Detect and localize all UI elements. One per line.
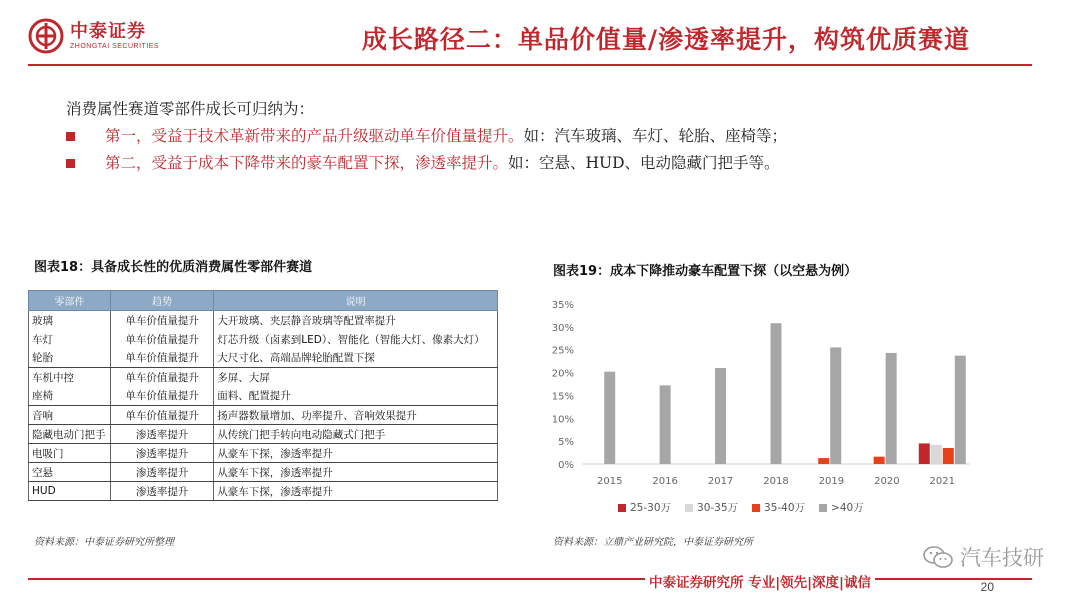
table-row [29, 482, 498, 501]
logo-cn-text: 中泰证券 [70, 20, 146, 42]
bar->40万-2020 [886, 353, 897, 464]
legend-swatch [618, 504, 626, 512]
y-tick-label: 25% [551, 345, 574, 357]
cell-note: 从豪车下探，渗透率提升 [214, 482, 498, 501]
cell-trend: 单车价值量提升 [110, 406, 213, 425]
table-row [29, 425, 498, 444]
table-source: 资料来源：中泰证券研究所整理 [34, 537, 174, 548]
cell-part: 隐藏电动门把手 [29, 425, 111, 444]
x-tick-label: 2016 [652, 476, 678, 487]
cell-trend: 单车价值量提升 [110, 311, 213, 330]
cell-part: 车机中控 [29, 368, 111, 387]
cell-note: 从传统门把手转向电动隐藏式门把手 [214, 425, 498, 444]
bar->40万-2018 [771, 323, 782, 464]
cell-note: 从豪车下探，渗透率提升 [214, 444, 498, 463]
cell-part: HUD [29, 482, 111, 501]
parts-table [28, 290, 498, 501]
cell-note: 多屏、大屏 [214, 368, 498, 387]
cell-part: 电吸门 [29, 444, 111, 463]
bar-30-35万-2021 [931, 445, 942, 464]
bullet-1 [66, 123, 787, 150]
cell-trend: 渗透率提升 [110, 444, 213, 463]
cell-part: 轮胎 [29, 349, 111, 368]
table-header-trend: 趋势 [110, 291, 213, 311]
x-tick-label: 2017 [707, 476, 734, 487]
watermark-text: 汽车技研 [960, 546, 1044, 570]
bullet-2-highlight: 第二，受益于成本下降带来的豪车配置下探，渗透率提升。 [105, 154, 509, 172]
legend-swatch [819, 504, 827, 512]
company-logo [28, 18, 159, 54]
cell-part: 音响 [29, 406, 111, 425]
cell-note: 扬声器数量增加、功率提升、音响效果提升 [214, 406, 498, 425]
legend-label: >40万 [831, 502, 864, 514]
legend-swatch [752, 504, 760, 512]
bar->40万-2016 [660, 385, 671, 464]
cell-trend: 渗透率提升 [110, 463, 213, 482]
legend-item [685, 500, 738, 515]
footer-divider [28, 578, 1032, 580]
square-bullet-icon [66, 132, 75, 141]
y-tick-label: 10% [551, 414, 574, 426]
bar-35-40万-2019 [818, 458, 829, 464]
watermark [922, 542, 1044, 572]
cell-trend: 单车价值量提升 [110, 349, 213, 368]
cell-trend: 渗透率提升 [110, 425, 213, 444]
table-row [29, 463, 498, 482]
x-tick-label: 2021 [929, 476, 956, 487]
table-row [29, 406, 498, 425]
table-header-part: 零部件 [29, 291, 111, 311]
y-tick-label: 20% [551, 368, 574, 380]
x-tick-label: 2019 [818, 476, 845, 487]
title-divider [28, 64, 1032, 66]
cell-note: 大开玻璃、夹层静音玻璃等配置率提升 [214, 311, 498, 330]
wechat-icon [922, 544, 954, 570]
bar->40万-2017 [715, 368, 726, 464]
bar->40万-2015 [604, 372, 615, 464]
y-tick-label: 15% [551, 391, 574, 403]
air-suspension-bar-chart [540, 290, 980, 520]
cell-trend: 单车价值量提升 [110, 330, 213, 349]
cell-part: 座椅 [29, 387, 111, 406]
chart-caption: 图表19：成本下降推动豪车配置下探（以空悬为例） [553, 264, 858, 279]
y-tick-label: 35% [551, 300, 574, 311]
legend-label: 35-40万 [764, 502, 806, 514]
cell-part: 玻璃 [29, 311, 111, 330]
logo-en-text: ZHONGTAI SECURITIES [70, 42, 160, 50]
cell-trend: 渗透率提升 [110, 482, 213, 501]
table-header-row [29, 291, 498, 311]
legend-swatch [685, 504, 693, 512]
bar->40万-2021 [955, 356, 966, 464]
x-tick-label: 2020 [874, 476, 900, 487]
page-title: 成长路径二：单品价值量/渗透率提升，构筑优质赛道 [361, 25, 970, 54]
cell-part: 空悬 [29, 463, 111, 482]
bullet-1-highlight: 第一，受益于技术革新带来的产品升级驱动单车价值量提升。 [105, 127, 524, 145]
chart-source: 资料来源：立鼎产业研究院，中泰证券研究所 [553, 537, 753, 548]
x-tick-label: 2015 [596, 476, 623, 487]
page-number: 20 [980, 580, 994, 594]
legend-label: 25-30万 [630, 502, 672, 514]
y-tick-label: 30% [551, 322, 574, 334]
table-header-note: 说明 [214, 291, 498, 311]
intro-lead: 消费属性赛道零部件成长可归纳为： [66, 100, 315, 118]
cell-note: 灯芯升级（卤素到LED）、智能化（智能大灯、像素大灯） [214, 330, 498, 349]
footer-slogan: 中泰证券研究所 专业|领先|深度|诚信 [645, 571, 875, 591]
bullet-1-examples: 如：汽车玻璃、车灯、轮胎、座椅等； [523, 127, 788, 145]
x-tick-label: 2018 [763, 476, 789, 487]
legend-item [819, 500, 864, 515]
bar-35-40万-2020 [874, 457, 885, 464]
bar->40万-2019 [830, 347, 841, 464]
table-row [29, 368, 498, 387]
legend-label: 30-35万 [697, 502, 739, 514]
table-row [29, 311, 498, 330]
cell-part: 车灯 [29, 330, 111, 349]
chart-legend [618, 500, 864, 515]
table-caption: 图表18：具备成长性的优质消费属性零部件赛道 [34, 260, 313, 275]
legend-item [618, 500, 671, 515]
legend-item [752, 500, 805, 515]
bullet-2 [66, 150, 787, 177]
bar-25-30万-2021 [919, 443, 930, 464]
table-row [29, 330, 498, 349]
cell-trend: 单车价值量提升 [110, 387, 213, 406]
cell-note: 大尺寸化、高端品牌轮胎配置下探 [214, 349, 498, 368]
square-bullet-icon [66, 159, 75, 168]
bar-35-40万-2021 [943, 448, 954, 464]
bullet-2-examples: 如：空悬、HUD、电动隐藏门把手等。 [508, 154, 780, 172]
zhongtai-logo-icon [28, 18, 64, 54]
y-tick-label: 5% [558, 437, 574, 449]
table-row [29, 444, 498, 463]
table-row [29, 349, 498, 368]
intro-block [66, 96, 787, 177]
cell-note: 从豪车下探，渗透率提升 [214, 463, 498, 482]
cell-trend: 单车价值量提升 [110, 368, 213, 387]
cell-note: 面料、配置提升 [214, 387, 498, 406]
y-tick-label: 0% [558, 460, 574, 471]
table-row [29, 387, 498, 406]
